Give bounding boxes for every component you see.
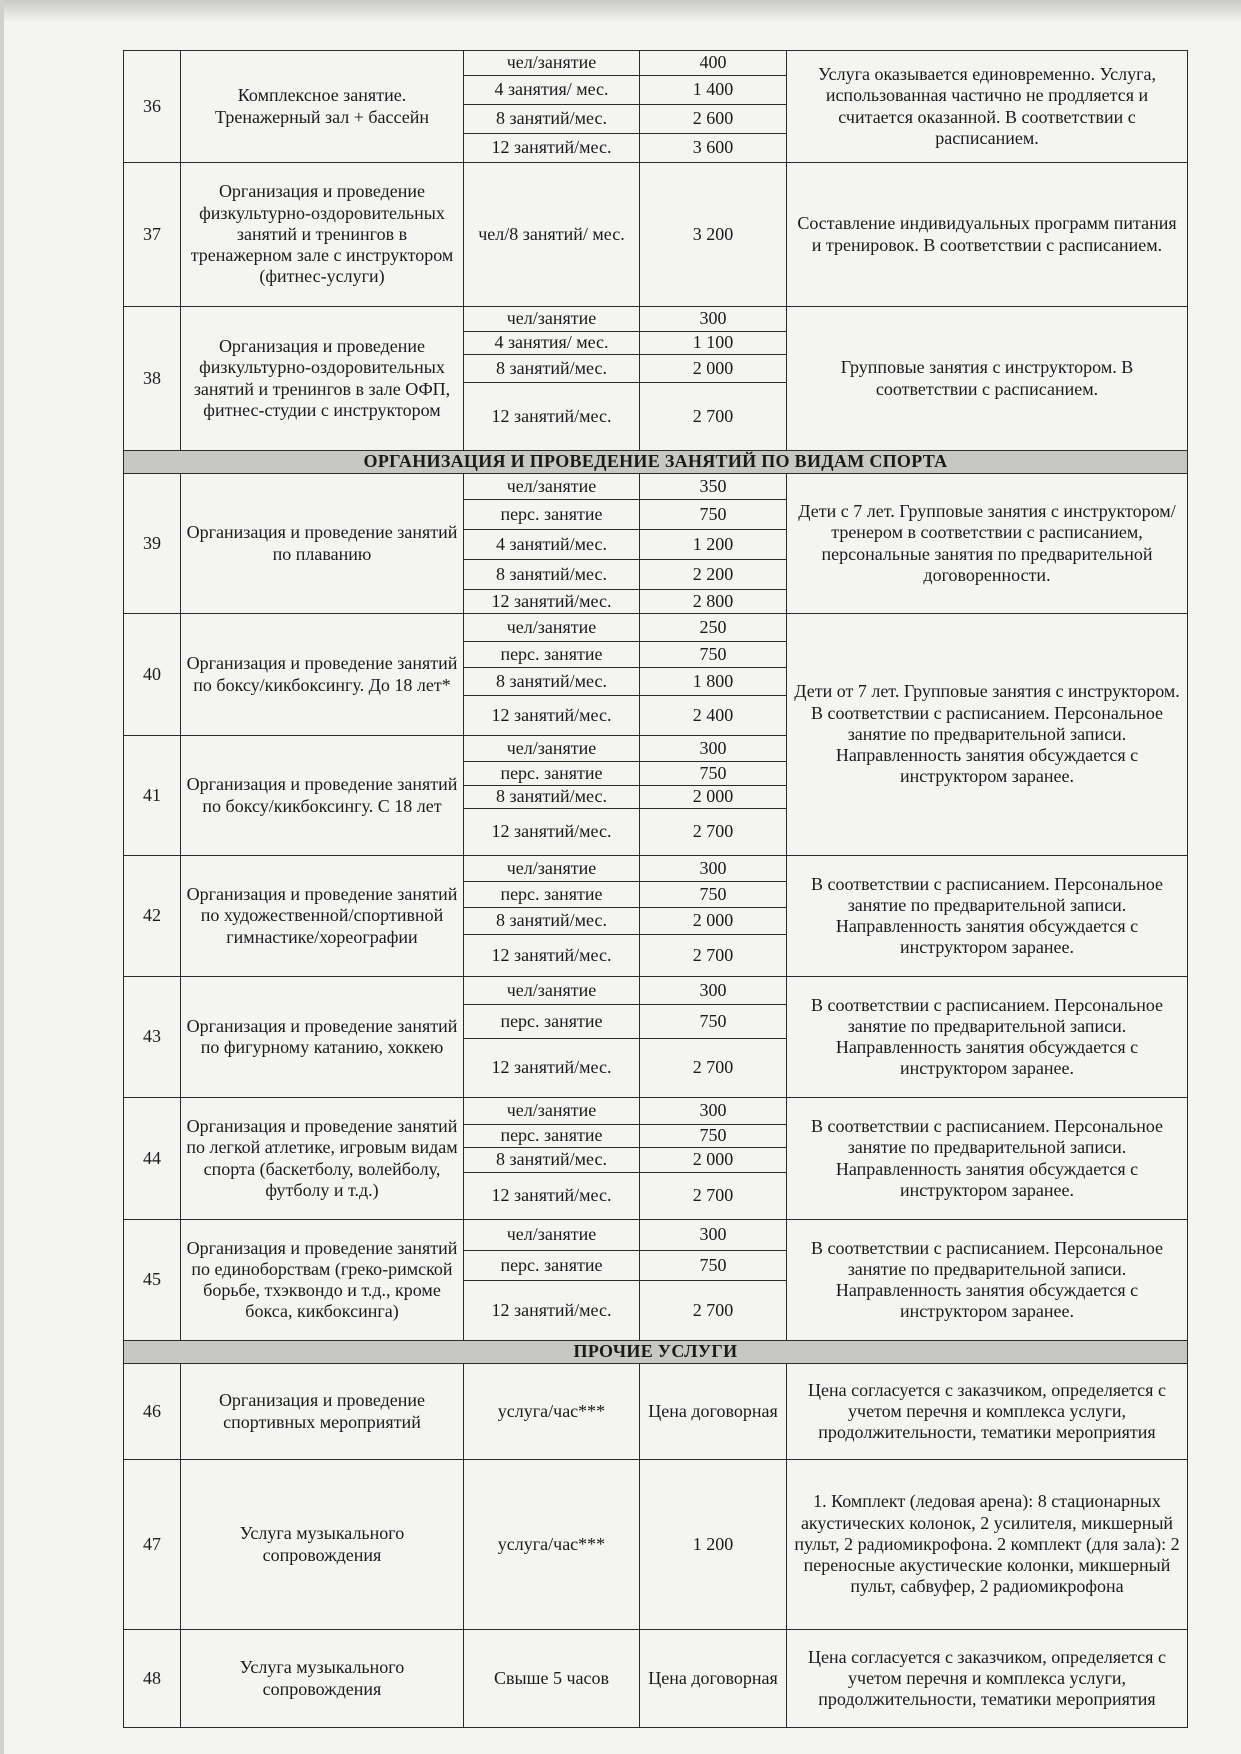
price: 400: [640, 51, 787, 76]
unit: чел/занятие: [464, 614, 640, 642]
unit: чел/занятие: [464, 1220, 640, 1251]
table-row: [124, 1630, 1188, 1728]
unit: 12 занятий/мес.: [464, 134, 640, 163]
row-number: 45: [124, 1220, 181, 1341]
price: 300: [640, 856, 787, 882]
unit: 12 занятий/мес.: [464, 1281, 640, 1341]
unit: 12 занятий/мес.: [464, 1039, 640, 1098]
row-number: 40: [124, 614, 181, 736]
service-name: Услуга музыкального сопровождения: [181, 1460, 464, 1630]
table-row: [124, 1364, 1188, 1460]
section-title: ПРОЧИЕ УСЛУГИ: [124, 1341, 1188, 1364]
service-name: Услуга музыкального сопровождения: [181, 1630, 464, 1728]
unit: перс. занятие: [464, 1005, 640, 1039]
scan-edge: [0, 0, 4, 1754]
unit: 4 занятия/ мес.: [464, 332, 640, 355]
row-number: 41: [124, 736, 181, 856]
unit: 8 занятий/мес.: [464, 560, 640, 590]
service-note: В соответствии с расписанием. Персональное занятие по предварительной записи. Направленность занятия обсуждается с инструктором заранее.: [787, 856, 1188, 977]
price: 1 200: [640, 530, 787, 560]
row-number: 44: [124, 1098, 181, 1220]
price: Цена договорная: [640, 1630, 787, 1728]
price: 2 700: [640, 809, 787, 856]
unit: 12 занятий/мес.: [464, 809, 640, 856]
table-row: [124, 1460, 1188, 1630]
unit: 12 занятий/мес.: [464, 935, 640, 977]
row-number: 46: [124, 1364, 181, 1460]
unit: чел/занятие: [464, 736, 640, 762]
unit: чел/занятие: [464, 51, 640, 76]
price: 3 600: [640, 134, 787, 163]
service-note: В соответствии с расписанием. Персональное занятие по предварительной записи. Направленность занятия обсуждается с инструктором заранее.: [787, 977, 1188, 1098]
price: 750: [640, 1005, 787, 1039]
service-name: Организация и проведение занятий по легкой атлетике, игровым видам спорта (баскетболу, волейболу, футболу и т.д.): [181, 1098, 464, 1220]
price: 750: [640, 500, 787, 530]
unit: чел/занятие: [464, 1098, 640, 1125]
price: 300: [640, 1098, 787, 1125]
service-name: Организация и проведение занятий по боксу/кикбоксингу. До 18 лет*: [181, 614, 464, 736]
price: 3 200: [640, 163, 787, 307]
price: 2 700: [640, 1039, 787, 1098]
table-row: [124, 474, 1188, 500]
table-row: [124, 614, 1188, 642]
unit: чел/занятие: [464, 307, 640, 332]
price: 300: [640, 736, 787, 762]
price: 2 400: [640, 696, 787, 736]
row-number: 47: [124, 1460, 181, 1630]
unit: Свыше 5 часов: [464, 1630, 640, 1728]
table-row: [124, 856, 1188, 882]
price: 2 800: [640, 590, 787, 614]
price-table: [123, 50, 1188, 1728]
price: 2 700: [640, 1281, 787, 1341]
price: 750: [640, 1125, 787, 1148]
row-number: 37: [124, 163, 181, 307]
price: 750: [640, 642, 787, 668]
row-number: 36: [124, 51, 181, 163]
service-name: Организация и проведение физкультурно-оздоровительных занятий и тренингов в тренажерном зале с инструктором (фитнес-услуги): [181, 163, 464, 307]
service-note: Дети с 7 лет. Групповые занятия с инструктором/тренером в соответствии с расписанием, персональные занятия по предварительной договоренности.: [787, 474, 1188, 614]
row-number: 39: [124, 474, 181, 614]
scan-shadow: [0, 0, 1241, 22]
price: 2 000: [640, 786, 787, 809]
price: 2 600: [640, 105, 787, 134]
row-number: 43: [124, 977, 181, 1098]
service-note: 1. Комплект (ледовая арена): 8 стационарных акустических колонок, 2 усилителя, микшерный пульт, 2 радиомикрофона. 2 комплект (для зала): 2 переносные акустические колонки, микшерный пульт, сабвуфер, 2 радиомикрофона: [787, 1460, 1188, 1630]
unit: 4 занятия/ мес.: [464, 76, 640, 105]
price: 250: [640, 614, 787, 642]
service-name: Организация и проведение занятий по фигурному катанию, хоккею: [181, 977, 464, 1098]
unit: чел/8 занятий/ мес.: [464, 163, 640, 307]
service-name: Организация и проведение занятий по художественной/спортивной гимнастике/хореографии: [181, 856, 464, 977]
price: 750: [640, 762, 787, 786]
unit: 8 занятий/мес.: [464, 786, 640, 809]
price: 350: [640, 474, 787, 500]
price: 2 200: [640, 560, 787, 590]
price: 1 100: [640, 332, 787, 355]
table-row: [124, 51, 1188, 76]
unit: перс. занятие: [464, 642, 640, 668]
unit: услуга/час***: [464, 1364, 640, 1460]
price: 2 700: [640, 383, 787, 451]
unit: 8 занятий/мес.: [464, 908, 640, 935]
table-row: [124, 977, 1188, 1005]
row-number: 48: [124, 1630, 181, 1728]
table-row: [124, 307, 1188, 332]
unit: 8 занятий/мес.: [464, 1148, 640, 1173]
row-number: 42: [124, 856, 181, 977]
service-name: Организация и проведение спортивных мероприятий: [181, 1364, 464, 1460]
unit: 12 занятий/мес.: [464, 696, 640, 736]
unit: перс. занятие: [464, 882, 640, 908]
section-header: [124, 1341, 1188, 1364]
unit: 12 занятий/мес.: [464, 1173, 640, 1220]
price: 300: [640, 977, 787, 1005]
price: Цена договорная: [640, 1364, 787, 1460]
service-name: Организация и проведение занятий по плаванию: [181, 474, 464, 614]
unit: перс. занятие: [464, 1251, 640, 1281]
price: 2 000: [640, 355, 787, 383]
unit: 12 занятий/мес.: [464, 590, 640, 614]
service-note: В соответствии с расписанием. Персональное занятие по предварительной записи. Направленность занятия обсуждается с инструктором заранее.: [787, 1098, 1188, 1220]
section-header: [124, 451, 1188, 474]
unit: 8 занятий/мес.: [464, 355, 640, 383]
section-title: ОРГАНИЗАЦИЯ И ПРОВЕДЕНИЕ ЗАНЯТИЙ ПО ВИДАМ СПОРТА: [124, 451, 1188, 474]
price: 1 400: [640, 76, 787, 105]
price: 1 800: [640, 668, 787, 696]
price: 2 000: [640, 908, 787, 935]
service-note: Цена согласуется с заказчиком, определяется с учетом перечня и комплекса услуги, продолжительности, тематики мероприятия: [787, 1364, 1188, 1460]
unit: 4 занятий/мес.: [464, 530, 640, 560]
table-row: [124, 1098, 1188, 1125]
unit: перс. занятие: [464, 500, 640, 530]
service-note: Составление индивидуальных программ питания и тренировок. В соответствии с расписанием.: [787, 163, 1188, 307]
unit: чел/занятие: [464, 977, 640, 1005]
service-note: Услуга оказывается единовременно. Услуга, использованная частично не продляется и считается оказанной. В соответствии с расписанием.: [787, 51, 1188, 163]
price: 300: [640, 1220, 787, 1251]
unit: 12 занятий/мес.: [464, 383, 640, 451]
unit: чел/занятие: [464, 856, 640, 882]
price: 750: [640, 882, 787, 908]
price: 1 200: [640, 1460, 787, 1630]
price: 750: [640, 1251, 787, 1281]
service-name: Организация и проведение физкультурно-оздоровительных занятий и тренингов в зале ОФП, фитнес-студии с инструктором: [181, 307, 464, 451]
price: 300: [640, 307, 787, 332]
table-row: [124, 163, 1188, 307]
unit: услуга/час***: [464, 1460, 640, 1630]
unit: 8 занятий/мес.: [464, 668, 640, 696]
price: 2 000: [640, 1148, 787, 1173]
unit: перс. занятие: [464, 1125, 640, 1148]
price: 2 700: [640, 1173, 787, 1220]
table-row: [124, 1220, 1188, 1251]
service-name: Организация и проведение занятий по единоборствам (греко-римской борьбе, тхэквондо и т.д., кроме бокса, кикбоксинга): [181, 1220, 464, 1341]
service-note: В соответствии с расписанием. Персональное занятие по предварительной записи. Направленность занятия обсуждается с инструктором заранее.: [787, 1220, 1188, 1341]
unit: перс. занятие: [464, 762, 640, 786]
service-note: Цена согласуется с заказчиком, определяется с учетом перечня и комплекса услуги, продолжительности, тематики мероприятия: [787, 1630, 1188, 1728]
service-name: Комплексное занятие. Тренажерный зал + бассейн: [181, 51, 464, 163]
service-note: Групповые занятия с инструктором. В соответствии с расписанием.: [787, 307, 1188, 451]
price: 2 700: [640, 935, 787, 977]
unit: чел/занятие: [464, 474, 640, 500]
service-name: Организация и проведение занятий по боксу/кикбоксингу. С 18 лет: [181, 736, 464, 856]
service-note: Дети от 7 лет. Групповые занятия с инструктором. В соответствии с расписанием. Персональное занятие по предварительной записи. Направленность занятия обсуждается с инструктором заранее.: [787, 614, 1188, 856]
unit: 8 занятий/мес.: [464, 105, 640, 134]
row-number: 38: [124, 307, 181, 451]
